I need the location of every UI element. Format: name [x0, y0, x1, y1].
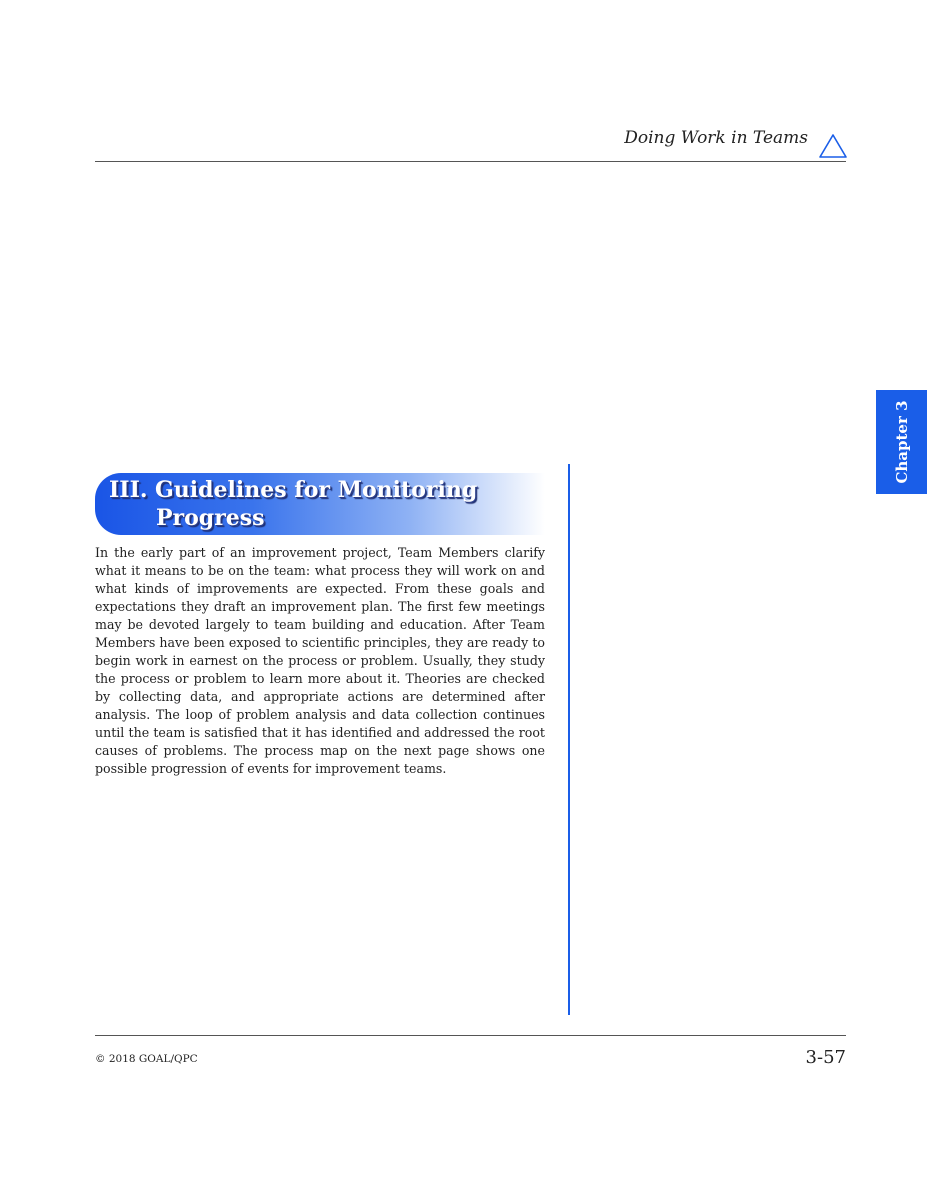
section-title-line2: Progress — [156, 505, 265, 531]
section-title-line1: Guidelines for Monitoring — [155, 477, 478, 503]
section-number: III. — [109, 477, 148, 503]
triangle-icon — [818, 133, 848, 159]
chapter-tab-label: Chapter 3 — [892, 400, 911, 484]
column-divider — [568, 464, 570, 1015]
header-divider — [95, 161, 846, 162]
chapter-tab — [876, 390, 927, 494]
section-heading — [109, 476, 477, 532]
body-paragraph: In the early part of an improvement project, Team Members clarify what it means to be on the team: what process they will work on and what kinds of improvements are expected. From these goals and expectations they draft an improvement plan. The first few meetings may be devoted largely to team building and education. After Team Members have been exposed to scientific principles, they are ready to begin work in earnest on the process or problem. Usually, they study the process or problem to learn more about it. Theories are checked by collecting data, and appropriate actions are determined after analysis. The loop of problem analysis and data collection continues until the team is satisfied that it has identified and addressed the root causes of problems. The process map on the next page shows one possible progression of events for improvement teams. — [95, 545, 545, 776]
running-header-title: Doing Work in Teams — [624, 128, 808, 148]
section-heading-banner — [95, 473, 545, 535]
footer-divider — [95, 1035, 846, 1036]
page-number: 3-57 — [805, 1047, 846, 1068]
footer-copyright: © 2018 GOAL/QPC — [95, 1053, 198, 1065]
